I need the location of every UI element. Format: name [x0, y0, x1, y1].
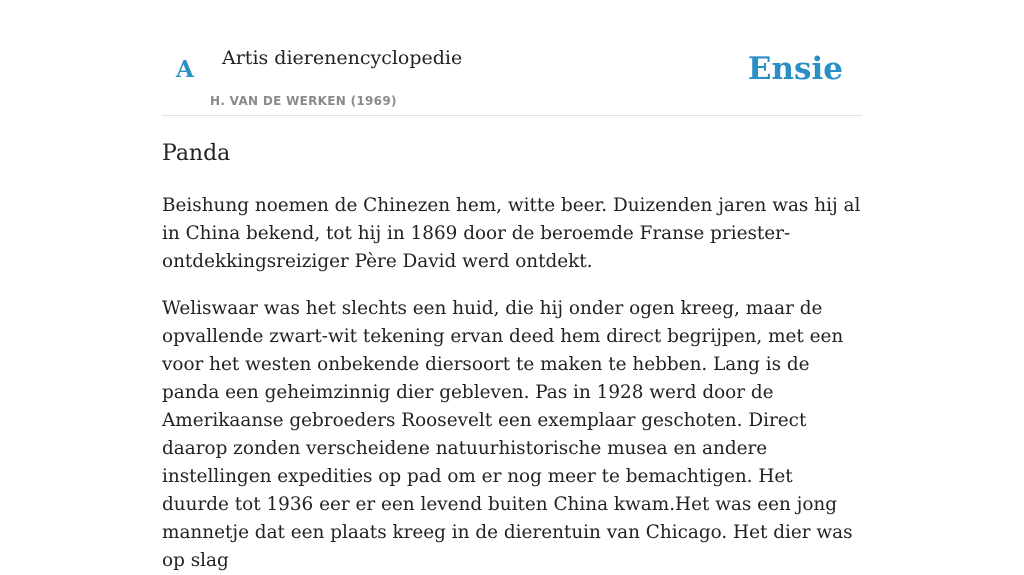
article-title: Panda — [162, 141, 231, 166]
source-author: H. VAN DE WERKEN (1969) — [210, 94, 397, 108]
ensie-logo-link[interactable]: Ensie — [747, 51, 843, 87]
article — [162, 138, 862, 575]
source-title-link[interactable]: Artis dierenencyclopedie — [222, 47, 463, 69]
article-paragraph-2: Weliswaar was het slechts een huid, die hij onder ogen kreeg, maar de opvallende zwart-wit tekening ervan deed hem direct begrijpen, met een voor het westen onbekende diersoort te maken te hebben. Lang is de panda een geheimzinnig dier gebleven. Pas in 1928 werd door de Amerikaanse gebroeders Roosevelt een exemplaar geschoten. Direct daarop zonden verscheidene natuurhistorische musea en andere instellingen expedities op pad om er nog meer te bemachtigen. Het duurde tot 1936 eer er een levend buiten China kwam.Het was een jong mannetje dat een plaats kreeg in de dierentuin van Chicago. Het dier was op slag — [162, 298, 853, 571]
article-paragraph-1: Beishung noemen de Chinezen hem, witte beer. Duizenden jaren was hij al in China bekend, tot hij in 1869 door de beroemde Franse priester-ontdekkingsreiziger Père David werd ontdekt. — [162, 195, 861, 272]
source-logo-icon[interactable]: A — [176, 56, 194, 83]
source-header — [162, 0, 862, 116]
